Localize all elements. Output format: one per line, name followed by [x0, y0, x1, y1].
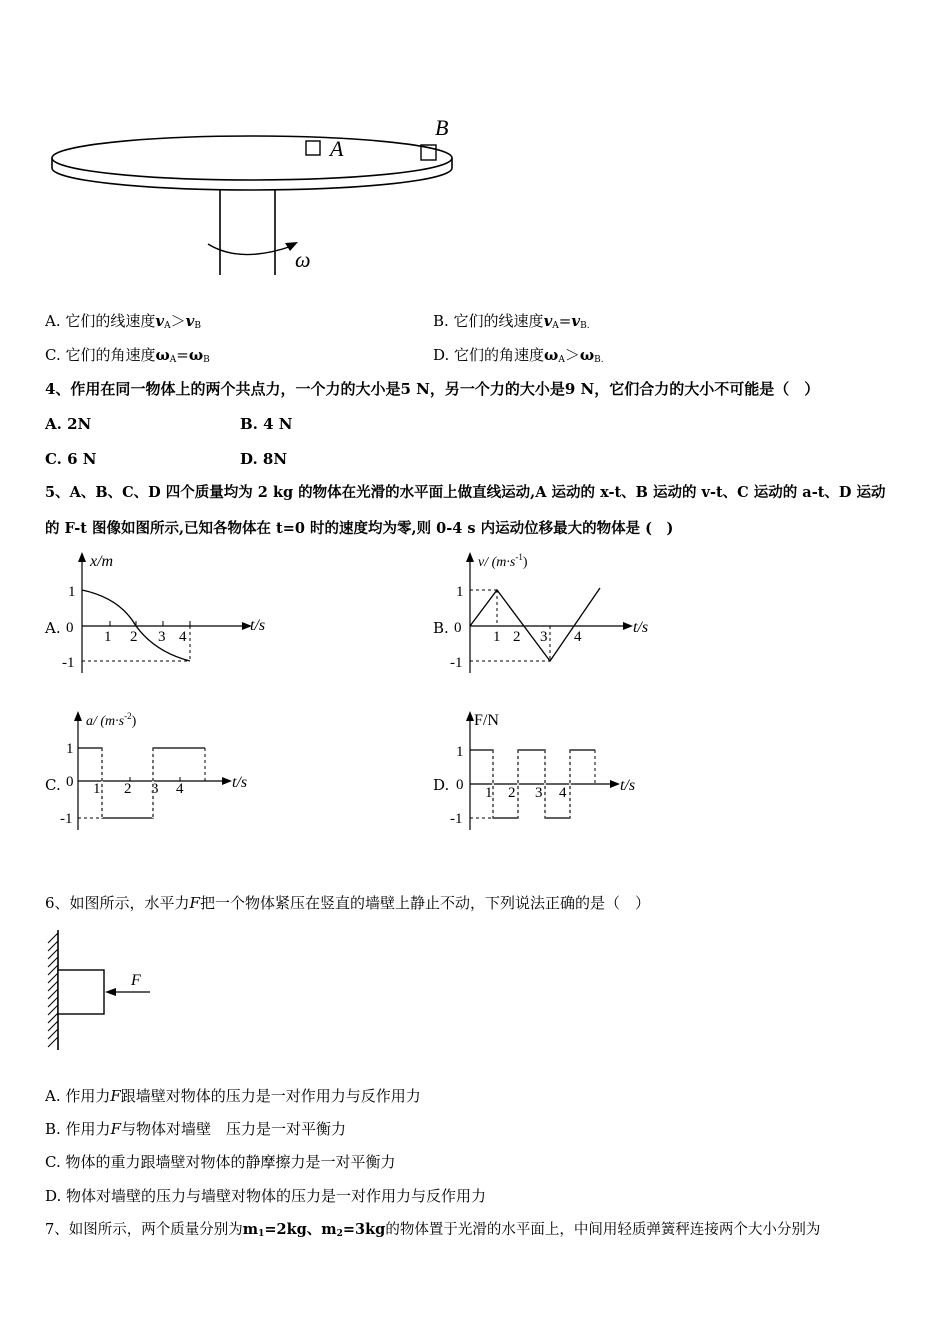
- svg-text:4: 4: [176, 781, 184, 797]
- svg-text:F/N: F/N: [474, 712, 499, 729]
- q5-graph-a: [60, 548, 290, 678]
- q4-option-b[interactable]: B. 4 N: [240, 415, 293, 433]
- svg-text:0: 0: [66, 774, 74, 790]
- q5-graph-c-option[interactable]: C.: [45, 776, 61, 794]
- svg-text:2: 2: [513, 629, 521, 645]
- svg-text:-1: -1: [62, 655, 75, 671]
- svg-text:3: 3: [540, 629, 548, 645]
- q5-graph-b: [448, 548, 678, 678]
- svg-text:3: 3: [535, 785, 543, 801]
- q3-option-a[interactable]: A. 它们的线速度$v_A>v_B$: [45, 312, 201, 331]
- svg-text:t/s: t/s: [633, 619, 649, 636]
- svg-text:t/s: t/s: [232, 774, 248, 791]
- q7-stem: 7、如图所示，两个质量分别为$m_1=2kg$、$m_2=3kg$的物体置于光滑的水平面上，中间用轻质弹簧秤连接两个大小分别为: [45, 1221, 821, 1239]
- svg-text:1: 1: [485, 785, 493, 801]
- svg-text:-1: -1: [450, 811, 463, 827]
- svg-text:1: 1: [456, 584, 464, 600]
- svg-text:-1: -1: [450, 655, 463, 671]
- q6-option-c[interactable]: C. 物体的重力跟墙壁对物体的静摩擦力是一对平衡力: [45, 1153, 396, 1171]
- svg-text:x/m: x/m: [90, 553, 114, 570]
- pressed-block: [58, 970, 104, 1014]
- q3-option-c[interactable]: C. 它们的角速度$\omega_A=\omega_B$: [45, 346, 210, 365]
- q5-graph-d-option[interactable]: D.: [433, 776, 450, 794]
- svg-text:t/s: t/s: [620, 777, 636, 794]
- svg-text:1: 1: [66, 741, 74, 757]
- q5-stem-line2: 的 F-t 图像如图所示,已知各物体在 t=0 时的速度均为零,则 0-4 s 内运动位移最大的物体是 ( ): [45, 520, 674, 537]
- svg-text:1: 1: [104, 629, 112, 645]
- q4-option-d[interactable]: D. 8N: [240, 450, 288, 468]
- svg-text:-1: -1: [60, 811, 73, 827]
- svg-text:4: 4: [559, 785, 567, 801]
- q5-graph-d: [448, 705, 678, 835]
- svg-text:F: F: [131, 972, 141, 989]
- svg-text:0: 0: [454, 620, 462, 636]
- svg-text:0: 0: [456, 777, 464, 793]
- q6-option-b[interactable]: B. 作用力F与物体对墙壁 压力是一对平衡力: [45, 1120, 346, 1138]
- wall-hatching: [48, 933, 58, 1047]
- svg-text:0: 0: [66, 620, 74, 636]
- svg-text:t/s: t/s: [250, 617, 266, 634]
- svg-text:1: 1: [493, 629, 501, 645]
- svg-text:2: 2: [124, 781, 132, 797]
- svg-text:2: 2: [130, 629, 138, 645]
- svg-text:3: 3: [151, 781, 159, 797]
- wall-block-figure: [38, 925, 168, 1055]
- q5-graph-a-option[interactable]: A.: [45, 619, 61, 637]
- svg-text:v/ (m·s-1): v/ $(m\cdot s^{-1})$: [478, 552, 528, 570]
- svg-text:1: 1: [93, 781, 101, 797]
- q6-stem: 6、如图所示，水平力F把一个物体紧压在竖直的墙壁上静止不动，下列说法正确的是（ ）: [45, 894, 650, 912]
- q4-stem: 4、作用在同一物体上的两个共点力，一个力的大小是5 N，另一个力的大小是9 N，它们合力的大小不可能是（ ）: [45, 380, 820, 398]
- q3-option-d[interactable]: D. 它们的角速度$\omega_A>\omega_{B.}$: [433, 346, 604, 365]
- label-omega: ω: [295, 247, 311, 272]
- svg-text:a/ (m·s-2): a/ $(m\cdot s^{-2})$: [86, 711, 137, 729]
- q6-option-d[interactable]: D. 物体对墙壁的压力与墙壁对物体的压力是一对作用力与反作用力: [45, 1187, 487, 1205]
- q4-option-a[interactable]: A. 2N: [45, 415, 92, 433]
- q5-stem-line1: 5、A、B、C、D 四个质量均为 2 kg 的物体在光滑的水平面上做直线运动,A 运动的 x-t、B 运动的 v-t、C 运动的 a-t、D 运动: [45, 484, 886, 501]
- q5-graph-b-option[interactable]: B.: [433, 619, 449, 637]
- svg-text:1: 1: [68, 584, 76, 600]
- q6-option-a[interactable]: A. 作用力F跟墙壁对物体的压力是一对作用力与反作用力: [45, 1087, 421, 1105]
- svg-text:4: 4: [179, 629, 187, 645]
- force-arrow-icon: [105, 988, 116, 996]
- q5-graph-c: [60, 705, 290, 835]
- svg-text:4: 4: [574, 629, 582, 645]
- label-b: B: [435, 115, 449, 140]
- turntable-figure: [40, 110, 480, 285]
- svg-text:1: 1: [456, 744, 464, 760]
- label-a: A: [330, 136, 344, 161]
- svg-text:3: 3: [158, 629, 166, 645]
- svg-text:2: 2: [508, 785, 516, 801]
- v-t-line: [470, 588, 600, 661]
- q3-option-b[interactable]: B. 它们的线速度$v_A=v_{B.}$: [433, 312, 590, 331]
- q4-option-c[interactable]: C. 6 N: [45, 450, 97, 468]
